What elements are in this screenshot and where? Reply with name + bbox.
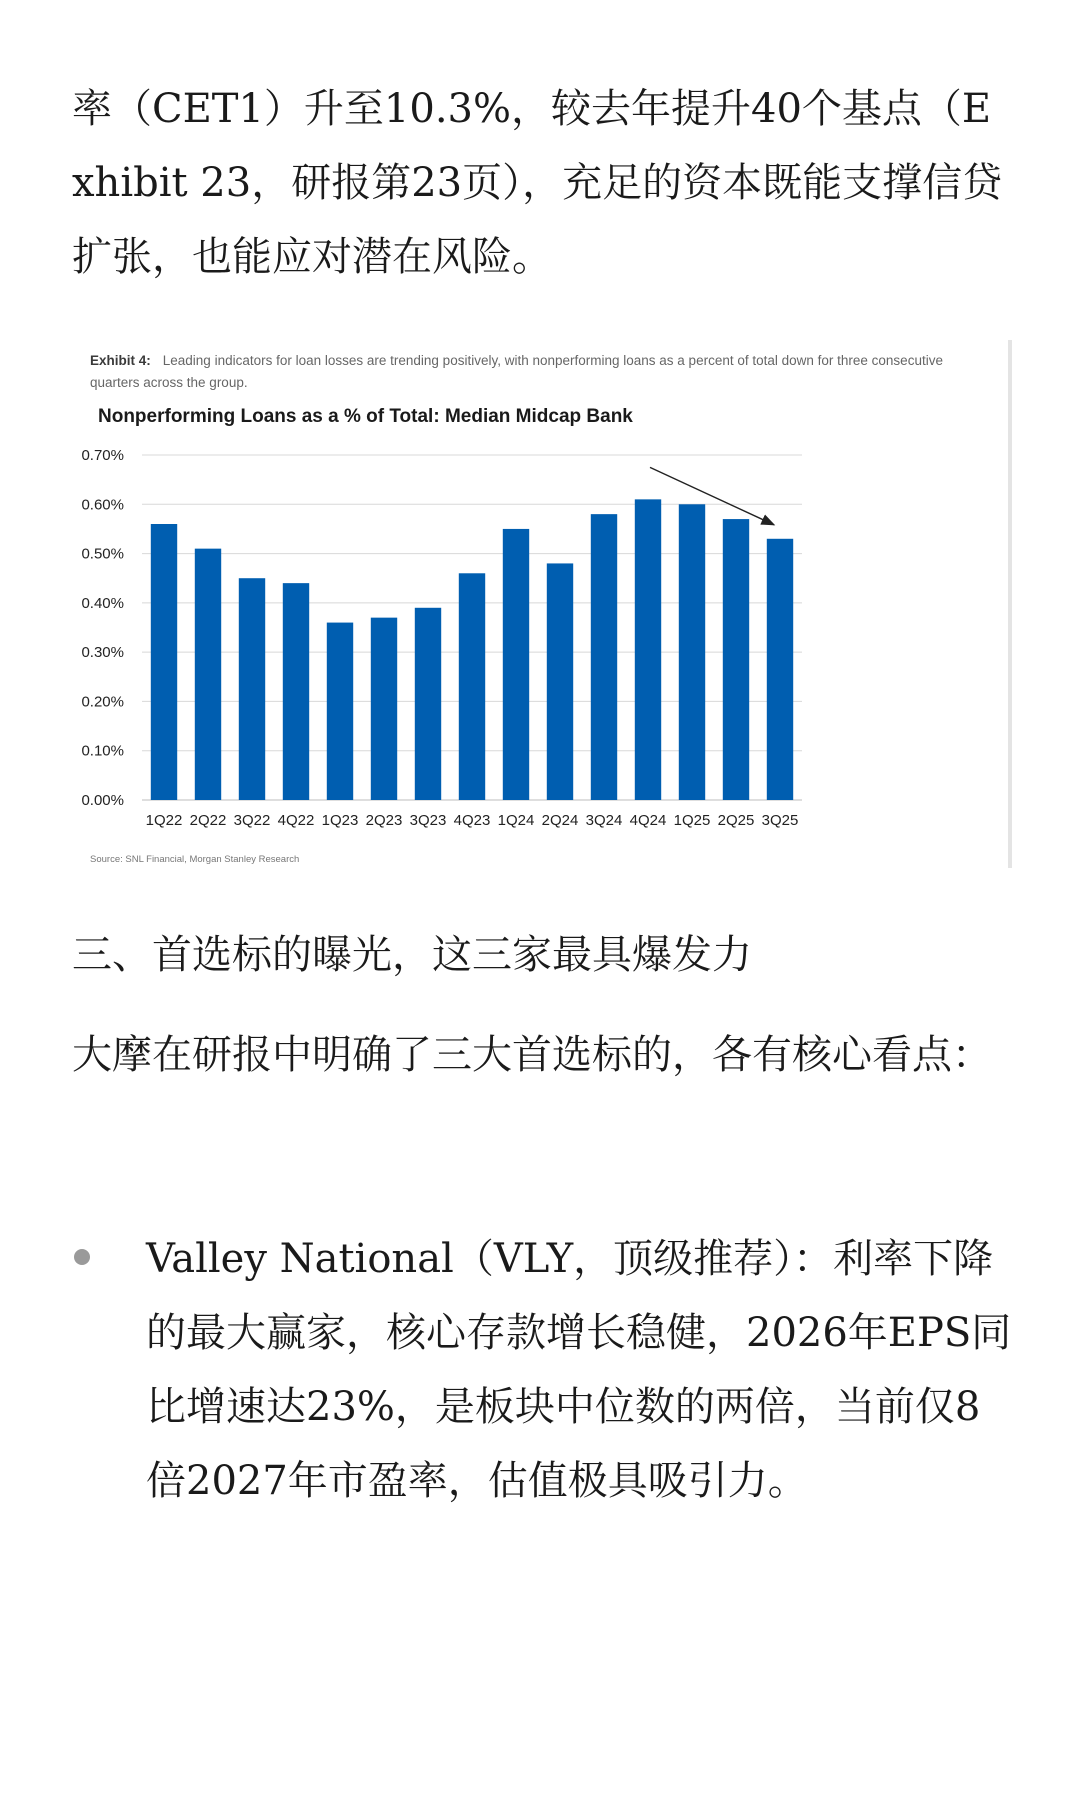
x-tick-label: 2Q25 [717, 812, 755, 829]
x-tick-label: 3Q23 [409, 812, 447, 829]
x-tick-label: 1Q22 [145, 812, 183, 829]
y-tick-label: 0.00% [81, 792, 124, 809]
x-tick-label: 3Q25 [761, 812, 799, 829]
y-tick-label: 0.40% [81, 594, 124, 612]
bar-4Q23 [459, 573, 485, 800]
paragraph-capital-ratio: 率（CET1）升至10.3%，较去年提升40个基点（Exhibit 23，研报第23页），充足的资本既能支撑信贷扩张，也能应对潜在风险。 [72, 86, 1003, 280]
bullet-valley-national: Valley National（VLY，顶级推荐）：利率下降的最大赢家，核心存款增长稳健，2026年EPS同比增速达23%，是板块中位数的两倍，当前仅8倍2027年市盈率，估值极具吸引力。 [146, 1236, 1012, 1504]
section-heading: 三、首选标的曝光，这三家最具爆发力 [72, 932, 752, 978]
y-tick-label: 0.60% [81, 496, 124, 514]
bar-3Q24 [591, 514, 617, 800]
npl-bar-chart [72, 340, 1008, 868]
bar-4Q22 [283, 583, 309, 800]
x-tick-label: 1Q23 [321, 812, 359, 829]
x-tick-label: 2Q24 [541, 812, 579, 829]
exhibit-figure [72, 340, 1012, 868]
x-tick-label: 4Q23 [453, 812, 491, 829]
paragraph-intro: 大摩在研报中明确了三大首选标的，各有核心看点： [72, 1032, 992, 1078]
bar-2Q24 [547, 563, 573, 800]
bar-3Q23 [415, 608, 441, 800]
x-tick-label: 1Q24 [497, 812, 535, 829]
y-tick-label: 0.30% [81, 644, 124, 662]
bar-4Q24 [635, 499, 661, 800]
x-tick-label: 3Q24 [585, 812, 623, 829]
bar-1Q24 [503, 529, 529, 800]
x-tick-label: 2Q23 [365, 812, 403, 829]
y-tick-label: 0.50% [81, 545, 124, 563]
x-tick-label: 4Q22 [277, 812, 315, 829]
bar-3Q22 [239, 578, 265, 800]
trend-arrow [650, 467, 774, 524]
x-tick-label: 4Q24 [629, 812, 667, 829]
y-tick-label: 0.70% [81, 447, 124, 464]
bar-2Q25 [723, 519, 749, 800]
exhibit-label: Exhibit 4: [90, 353, 151, 368]
x-tick-label: 3Q22 [233, 812, 271, 829]
x-tick-label: 1Q25 [673, 812, 711, 829]
exhibit-caption-text: Leading indicators for loan losses are trending positively, with nonperforming loans as a percent of total down for three consecutive quarters across the group. [90, 353, 943, 390]
y-tick-label: 0.10% [81, 742, 124, 760]
bar-3Q25 [767, 539, 793, 800]
bar-2Q23 [371, 618, 397, 800]
bar-1Q25 [679, 504, 705, 800]
bar-1Q23 [327, 623, 353, 800]
bar-2Q22 [195, 549, 221, 800]
exhibit-source: Source: SNL Financial, Morgan Stanley Research [90, 854, 300, 865]
x-tick-label: 2Q22 [189, 812, 227, 829]
y-tick-label: 0.20% [81, 693, 124, 711]
chart-title: Nonperforming Loans as a % of Total: Median Midcap Bank [98, 406, 633, 427]
exhibit-right-border [1008, 340, 1012, 868]
bar-1Q22 [151, 524, 177, 800]
bullet-dot [74, 1249, 90, 1265]
